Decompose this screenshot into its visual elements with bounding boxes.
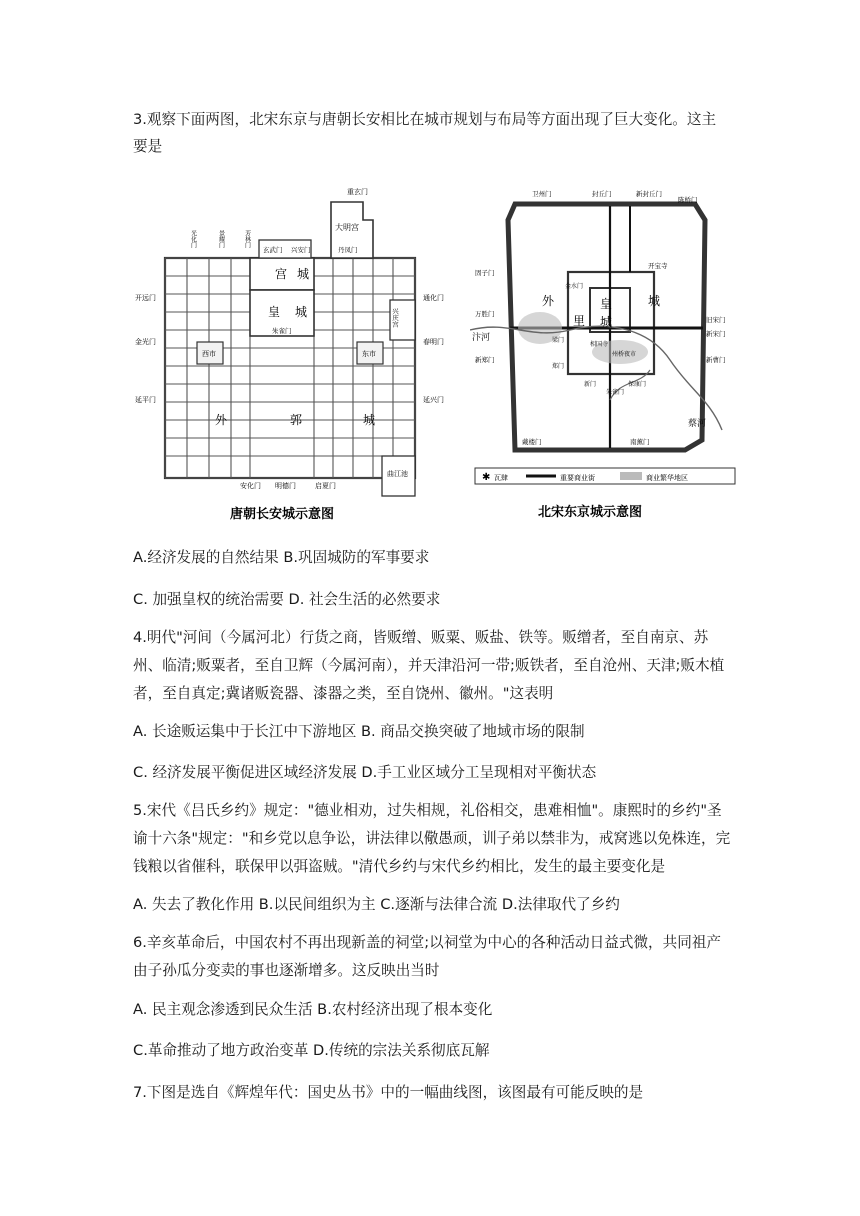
label-daming-palace: 大明宫 [335,223,359,232]
q5-options-line1: A. 失去了教化作用 B.以民间组织为主 C.逐渐与法律合流 D.法律取代了乡约 [133,896,620,913]
label-li-dj: 里 [573,314,586,328]
gate-new-song: 新宋门 [706,330,726,338]
gate-new-zheng: 新郑门 [475,356,495,364]
gate-top-left-2: 芳林门 [243,230,251,248]
legend-commercial: 商业繁华地区 [646,474,688,482]
gate-danfeng: 丹凤门 [338,246,358,254]
label-xingqing-palace: 兴庆宫 [391,308,399,328]
label-west-market: 西市 [202,350,216,358]
gate-top-left-0: 光化门 [189,230,197,248]
q3-stem-line2: 要是 [133,138,163,155]
gate-anhua: 安化门 [240,482,261,490]
changan-map [135,180,455,530]
q3-options-line2: C. 加强皇权的统治需要 D. 社会生活的必然要求 [133,591,441,608]
label-huang-dj: 皇 [600,297,613,311]
gate-yanping: 延平门 [135,396,156,404]
gate-chongxuan: 重玄门 [347,188,368,196]
gate-qixia: 启夏门 [315,482,336,490]
legend-washi-icon: ✱ [482,472,491,483]
gate-tonghua: 通化门 [423,294,444,302]
q3-options-line1: A.经济发展的自然结果 B.巩固城防的军事要求 [133,549,430,566]
q4-options-line2: C. 经济发展平衡促进区域经济发展 D.手工业区域分工呈现相对平衡状态 [133,764,597,781]
label-wai: 外 [215,413,228,427]
gate-new-fengqiu: 新封丘门 [636,190,662,198]
legend-street: 重要商业街 [560,474,595,482]
gate-zhuque: 朱雀门 [272,327,292,335]
label-zhouqiao-market: 州桥夜市 [612,351,637,358]
gate-kaiyuan: 开远门 [135,294,156,302]
gate-xingan: 兴安门 [291,246,311,254]
label-cai-river: 蔡河 [688,419,707,429]
label-east-market: 东市 [362,350,376,358]
gate-xuanwu: 玄武门 [263,246,283,254]
q7-stem: 7.下图是选自《辉煌年代：国史丛书》中的一幅曲线图，该图最有可能反映的是 [133,1084,644,1101]
q6-options-line1: A. 民主观念渗透到民众生活 B.农村经济出现了根本变化 [133,1001,493,1018]
q3-stem-line1: 3.观察下面两图，北宋东京与唐朝长安相比在城市规划与布局等方面出现了巨大变化。这主 [133,111,717,128]
gate-jinguang: 金光门 [135,338,156,346]
q6-options-line2: C.革命推动了地方政治变革 D.传统的宗法关系彻底瓦解 [133,1042,490,1059]
dongjing-map-figure [470,180,740,530]
label-gong: 宫 [275,267,288,281]
gate-zhengmen: 郑门 [552,363,565,370]
gate-chenqiao: 陈桥门 [678,196,698,204]
label-cheng-dj-imperial: 城 [600,315,613,329]
q5-stem: 5.宋代《吕氏乡约》规定："德业相劝，过失相规，礼俗相交，患难相恤"。康熙时的乡约"圣谕十六条"规定："和乡党以息争讼，讲法律以儆愚顽，训子弟以禁非为，戒窝逃以免株连，完钱粮以省催科，联保甲以弭盗贼。"清代乡约与宋代乡约相比，发生的最主要变化是 [133,802,731,875]
changan-map-caption: 唐朝长安城示意图 [230,507,335,522]
gate-weizhou: 卫州门 [532,190,552,198]
label-xiangguo-temple: 相国寺 [590,341,609,348]
gate-new-cao: 新曹门 [706,356,726,364]
gate-wansheng: 万胜门 [475,310,495,318]
label-cheng-palace: 城 [297,267,310,281]
gate-old-song: 旧宋门 [706,316,726,324]
label-bian-river: 汴河 [472,333,491,343]
gate-chunming: 春明门 [423,338,444,346]
label-cheng-dj-outer: 城 [648,294,661,308]
gate-xinmen: 新门 [584,381,597,388]
gate-baokang: 保康门 [628,381,647,388]
dongjing-map [470,180,740,530]
changan-map-figure [135,180,455,530]
q4-stem: 4.明代"河间（今属河北）行货之商，皆贩缯、贩粟、贩盐、铁等。贩缯者，至自南京、苏州、临清;贩粟者，至自卫辉（今属河南），并天津沿河一带;贩铁者，至自沧州、天津;贩木植者，至自真定;冀诸贩瓷器、漆器之类，至自饶州、徽州。"这表明 [133,629,725,702]
dongjing-map-caption: 北宋东京城示意图 [538,505,643,520]
gate-jinshui: 金水门 [565,283,584,290]
label-cheng-imperial: 城 [295,305,308,319]
legend-commercial-swatch [620,472,642,480]
label-guo: 郭 [290,413,303,427]
gate-yanxing: 延兴门 [423,396,444,404]
label-qujiang-pond: 曲江池 [387,470,408,478]
label-cheng-outer: 城 [363,413,376,427]
gate-fengqiu: 封丘门 [592,190,612,198]
label-wai-dj: 外 [542,294,555,308]
q6-stem: 6.辛亥革命后，中国农村不再出现新盖的祠堂;以祠堂为中心的各种活动日益式微，共同祖产由子孙瓜分变卖的事也逐渐增多。这反映出当时 [133,934,722,979]
q4-options-line1: A. 长途贩运集中于长江中下游地区 B. 商品交换突破了地域市场的限制 [133,723,585,740]
legend-washi: 瓦肆 [494,474,508,482]
gate-dailou: 戴楼门 [522,438,542,446]
gate-guzi: 固子门 [475,269,495,277]
label-kaibao-temple: 开宝寺 [648,262,668,270]
gate-liangmen: 梁门 [552,337,565,344]
gate-nanxun: 南薰门 [630,438,650,446]
label-huang: 皇 [268,305,281,319]
gate-zhuque-dj: 朱雀门 [606,389,625,396]
gate-top-left-1: 景耀门 [217,230,225,248]
gate-mingde: 明德门 [275,482,296,490]
